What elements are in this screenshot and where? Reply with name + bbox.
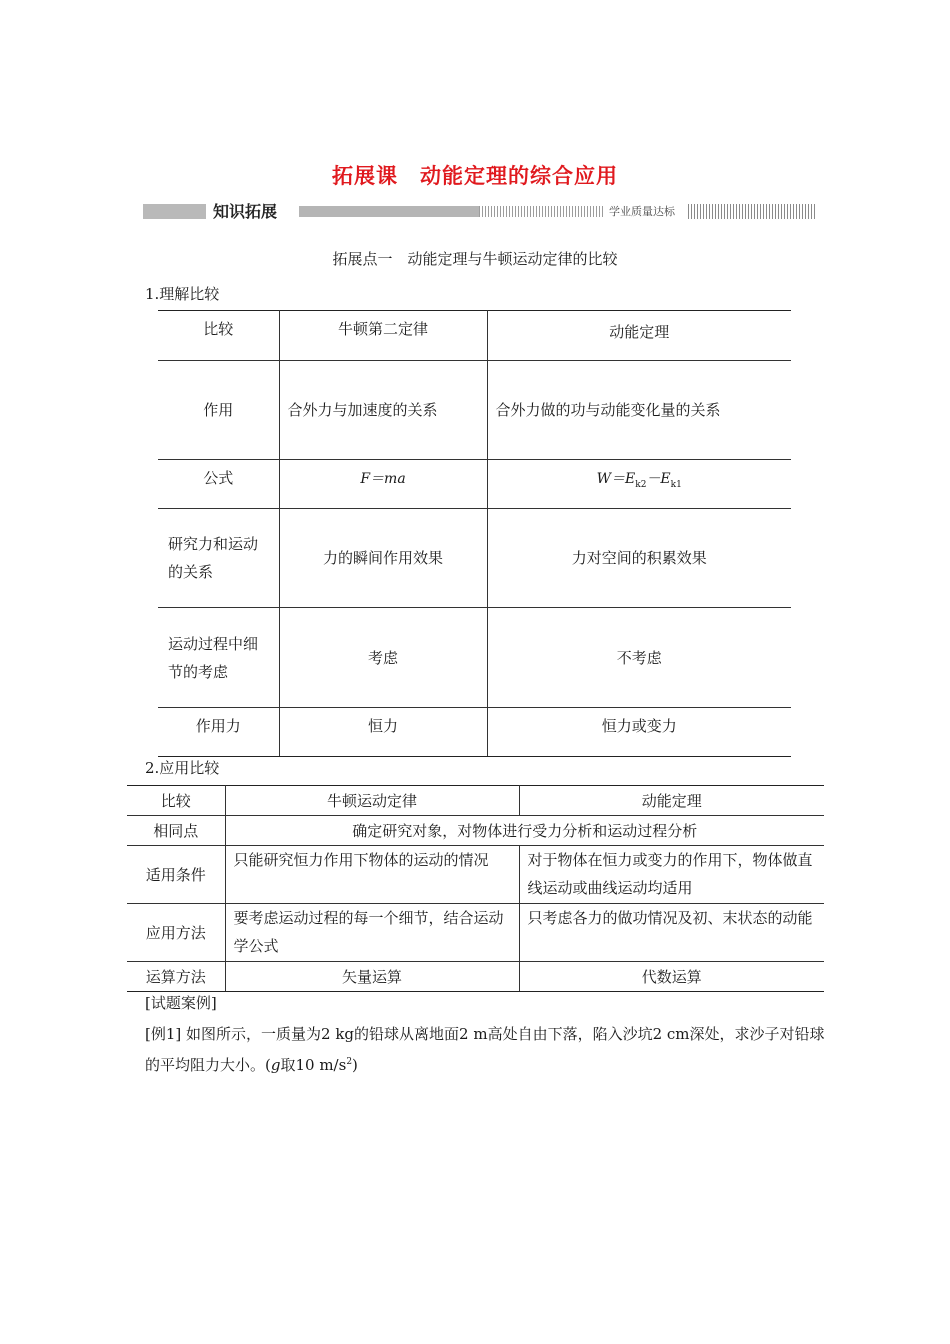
table-cell: 合外力做的功与动能变化量的关系 bbox=[487, 361, 791, 460]
example-text-unit: 取10 m/s bbox=[280, 1056, 347, 1074]
formula-energy: $W=E_{k2}-E_{k1}$ bbox=[596, 471, 682, 490]
table-cell: 力的瞬间作用效果 bbox=[279, 509, 487, 608]
table-cell-label: 公式 bbox=[158, 460, 279, 509]
banner-label-quality: 学业质量达标 bbox=[609, 205, 675, 218]
table-row bbox=[127, 786, 824, 816]
banner-label-knowledge: 知识拓展 bbox=[213, 202, 278, 221]
section-subtitle: 拓展点一 动能定理与牛顿运动定律的比较 bbox=[332, 250, 618, 268]
table-cell-label: 相同点 bbox=[127, 816, 225, 846]
table-cell-label: 运动过程中细节的考虑 bbox=[158, 608, 279, 708]
comparison-table-application bbox=[127, 785, 824, 992]
table-cell-label: 应用方法 bbox=[127, 904, 225, 962]
table-cell-label: 作用 bbox=[158, 361, 279, 460]
example-text-end: ) bbox=[352, 1056, 358, 1074]
table-cell: 恒力或变力 bbox=[487, 708, 791, 757]
table-header-cell: 比较 bbox=[158, 311, 279, 361]
table-header-cell: 牛顿第二定律 bbox=[279, 311, 487, 361]
table-cell: 只能研究恒力作用下物体的运动的情况 bbox=[225, 846, 519, 904]
table-row bbox=[127, 846, 824, 904]
table-row bbox=[158, 608, 791, 708]
table-header-cell: 牛顿运动定律 bbox=[225, 786, 519, 816]
formula-newton: F＝ma bbox=[360, 471, 406, 487]
table-row bbox=[158, 509, 791, 608]
banner-bar-left bbox=[143, 204, 206, 219]
table-header-cell: 动能定理 bbox=[519, 786, 824, 816]
case-label: [试题案例] bbox=[145, 994, 217, 1012]
example-g-symbol: g bbox=[270, 1056, 281, 1074]
example-exponent: 2 bbox=[346, 1057, 353, 1067]
table-header-cell: 比较 bbox=[127, 786, 225, 816]
table-row bbox=[158, 311, 791, 361]
table-row bbox=[158, 708, 791, 757]
table-row bbox=[127, 816, 824, 846]
page-title: 拓展课 动能定理的综合应用 bbox=[332, 164, 618, 188]
table-cell: 只考虑各力的做功情况及初、末状态的动能 bbox=[519, 904, 824, 962]
banner-bar-middle bbox=[299, 206, 479, 217]
table-cell: 考虑 bbox=[279, 608, 487, 708]
table-cell: 对于物体在恒力或变力的作用下，物体做直线运动或曲线运动均适用 bbox=[519, 846, 824, 904]
section2-heading: 2.应用比较 bbox=[145, 759, 220, 777]
table-cell-label: 研究力和运动的关系 bbox=[158, 509, 279, 608]
table-cell: 要考虑运动过程的每一个细节，结合运动学公式 bbox=[225, 904, 519, 962]
table-cell: 恒力 bbox=[279, 708, 487, 757]
banner-stripes-right bbox=[688, 204, 815, 219]
example-text: 如图所示，一质量为2 kg的铅球从离地面2 m高处自由下落，陷入沙坑2 cm深处，求沙子对铅球的平均阻力大小。( bbox=[145, 1025, 825, 1074]
table-row bbox=[158, 460, 791, 509]
table-cell: 不考虑 bbox=[487, 608, 791, 708]
comparison-table-understanding bbox=[158, 310, 791, 757]
table-cell-label: 运算方法 bbox=[127, 962, 225, 992]
banner-stripes-middle bbox=[479, 206, 603, 217]
table-cell-label: 作用力 bbox=[158, 708, 279, 757]
table-cell: 力对空间的积累效果 bbox=[487, 509, 791, 608]
example-problem bbox=[145, 1020, 825, 1079]
example-tag: [例1] bbox=[145, 1025, 182, 1043]
table-row bbox=[127, 904, 824, 962]
table-cell: 合外力与加速度的关系 bbox=[279, 361, 487, 460]
section1-heading: 1.理解比较 bbox=[145, 285, 220, 303]
table-cell: 代数运算 bbox=[519, 962, 824, 992]
table-cell-label: 适用条件 bbox=[127, 846, 225, 904]
table-row bbox=[127, 962, 824, 992]
table-header-cell: 动能定理 bbox=[487, 311, 791, 361]
table-cell: 矢量运算 bbox=[225, 962, 519, 992]
table-cell-formula bbox=[487, 460, 791, 509]
section-banner bbox=[143, 201, 815, 222]
table-cell-merged: 确定研究对象，对物体进行受力分析和运动过程分析 bbox=[225, 816, 824, 846]
table-row bbox=[158, 361, 791, 460]
table-cell-formula bbox=[279, 460, 487, 509]
